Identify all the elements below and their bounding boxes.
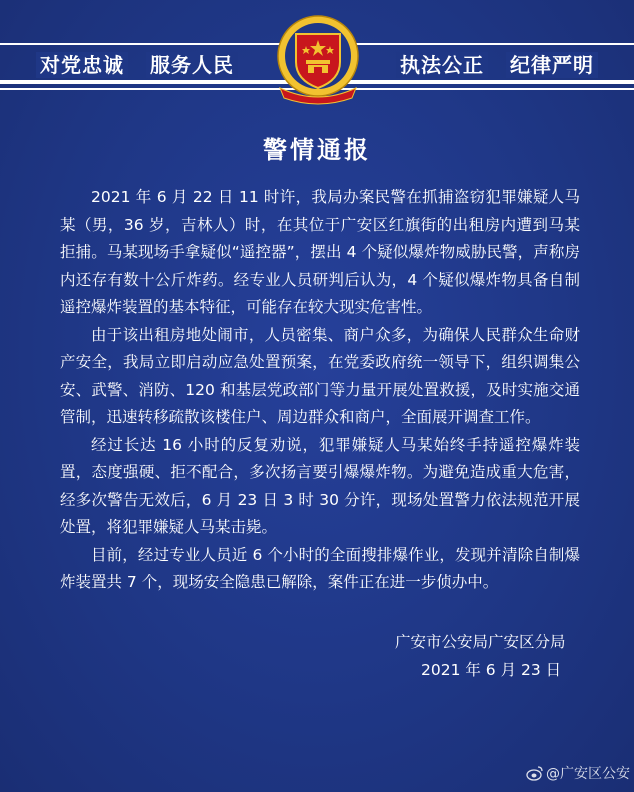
watermark-text: @广安区公安 — [546, 766, 630, 782]
weibo-logo-icon — [526, 765, 544, 781]
notice-paragraph: 由于该出租房地处闹市，人员密集、商户众多，为确保人民群众生命财产安全，我局立即启动应急处置预案，在党委政府统一领导下，组织调集公安、武警、消防、120 和基层党政部门等力量开展处置救援，及时实施交通管制，迅速转移疏散该楼住户、周边群众和商户，全面展开调查工作。 — [60, 325, 580, 426]
signature-date: 2021 年 6 月 23 日 — [421, 661, 562, 679]
police-emblem-icon — [266, 10, 370, 106]
notice-paragraph: 经过长达 16 小时的反复劝说，犯罪嫌疑人马某始终手持遥控爆炸装置，态度强硬、拒不配合，多次扬言要引爆爆炸物。为避免造成重大危害，经多次警告无效后，6 月 23 日 3 时 30 分许，现场处置警力依法规范开展处置，将犯罪嫌疑人马某击毙。 — [60, 435, 580, 536]
signature-block — [395, 628, 566, 684]
signature-org: 广安市公安局广安区分局 — [395, 633, 566, 651]
header-band — [0, 0, 634, 108]
notice-paragraph: 目前，经过专业人员近 6 个小时的全面搜排爆作业，发现并清除自制爆炸装置共 7 个，现场安全隐患已解除，案件正在进一步侦办中。 — [60, 545, 580, 591]
slogan-loyalty: 对党忠诚 — [36, 52, 128, 78]
notice-paragraph: 2021 年 6 月 22 日 11 时许，我局办案民警在抓捕盗窃犯罪嫌疑人马某（男，36 岁，吉林人）时，在其位于广安区红旗街的出租房内遭到马某拒捕。马某现场手拿疑似“遥控器”，摆出 4 个疑似爆炸物威胁民警，声称房内还存有数十公斤炸药。经专业人员研判后认为，4 个疑似爆炸物具备自制遥控爆炸装置的基本特征，可能存在较大现实危害性。 — [60, 188, 580, 316]
weibo-watermark — [526, 763, 630, 783]
notice-title: 警情通报 — [263, 136, 371, 164]
slogan-discipline: 纪律严明 — [506, 52, 598, 78]
notice-body — [60, 184, 580, 597]
slogan-fair-law: 执法公正 — [396, 52, 488, 78]
slogan-serve-people: 服务人民 — [146, 52, 238, 78]
